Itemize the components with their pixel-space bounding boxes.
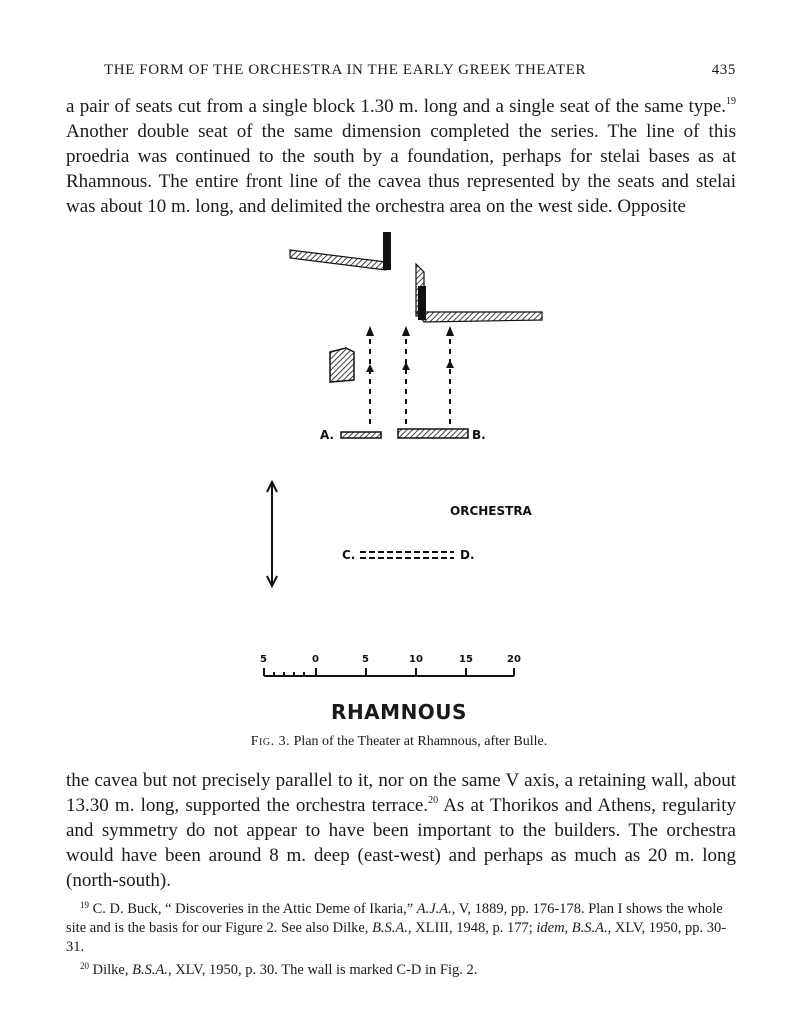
paragraph-top-text-cont: Another double seat of the same dimension completed the series. The line of this proedria was continued to the south by a foundation, perhaps for stelai bases as at Rhamnous. The entire front line of the cavea thus represented by the seats and stelai was about 10 m. long, and delimited the orchestra area on the west side. Opposite bbox=[66, 121, 736, 217]
footnote-19-text: , V, 1889, pp. 176-178. Plan I shows the whole site and is the basis for our Figure 2. See also Dilke, bbox=[66, 901, 723, 936]
cavea-wall-right bbox=[416, 264, 542, 322]
footnote-19-text: , XLIII, 1948, p. 177; bbox=[407, 920, 537, 936]
figure-title: RHAMNOUS bbox=[331, 700, 467, 724]
label-b: B. bbox=[472, 428, 486, 442]
footnote-20-text: Dilke, bbox=[89, 962, 133, 978]
footnote-19-number: 19 bbox=[80, 900, 89, 910]
sightline-arrows bbox=[370, 332, 450, 424]
plan-drawing bbox=[250, 224, 570, 694]
arrow-heads bbox=[366, 326, 454, 372]
footnotes bbox=[66, 896, 736, 980]
footnote-19-journal: A.J.A. bbox=[416, 901, 452, 917]
footnote-19-journal: idem, B.S.A. bbox=[536, 920, 608, 936]
paragraph-top-text: a pair of seats cut from a single block 1.30 m. long and a single seat of the same type. bbox=[66, 96, 726, 117]
running-header bbox=[104, 62, 736, 79]
figure-caption-text: Plan of the Theater at Rhamnous, after Bulle. bbox=[290, 734, 548, 749]
figure-caption-tag: Fig. 3. bbox=[250, 734, 291, 749]
label-d: D. bbox=[460, 548, 475, 562]
running-title: THE FORM OF THE ORCHESTRA IN THE EARLY GREEK THEATER bbox=[104, 62, 587, 78]
scale-tick-label: 0 bbox=[312, 654, 319, 665]
scale-tick-label: 15 bbox=[459, 654, 473, 665]
label-a: A. bbox=[320, 428, 335, 442]
seat-block-a bbox=[341, 432, 381, 438]
scale-tick-label: 5 bbox=[362, 654, 369, 665]
footnote-19-text: C. D. Buck, “ Discoveries in the Attic Deme of Ikaria,” bbox=[89, 901, 417, 917]
footnote-19 bbox=[66, 896, 736, 957]
seat-block-b bbox=[398, 429, 468, 438]
paragraph-bottom bbox=[66, 768, 736, 893]
footnote-19-text: , XLV, 1950, pp. 30-31. bbox=[66, 920, 727, 955]
footnote-19-journal: B.S.A. bbox=[372, 920, 408, 936]
retaining-wall-c-d bbox=[360, 552, 454, 558]
footnote-ref-20[interactable]: 20 bbox=[428, 795, 439, 806]
footnote-20 bbox=[66, 957, 736, 980]
scale-tick-label: 20 bbox=[507, 654, 521, 665]
figure-caption bbox=[0, 734, 798, 750]
footnote-20-journal: B.S.A. bbox=[132, 962, 168, 978]
foundation-block bbox=[330, 348, 354, 382]
paragraph-bottom-text-cont: As at Thorikos and Athens, regularity and symmetry do not appear to have been important to the builders. The orchestra would have been around 8 m. deep (east-west) and perhaps as much as 20 m. long (north-south). bbox=[66, 795, 736, 891]
scale-tick-label: 5 bbox=[260, 654, 267, 665]
cavea-wall-left bbox=[290, 232, 391, 270]
scale-bar bbox=[264, 668, 514, 676]
footnote-20-text: , XLV, 1950, p. 30. The wall is marked C-D in Fig. 2. bbox=[167, 962, 478, 978]
paragraph-bottom-text: the cavea but not precisely parallel to it, nor on the same V axis, a retaining wall, about 13.30 m. long, supported the orchestra terrace. bbox=[66, 770, 736, 816]
paragraph-top bbox=[66, 94, 736, 219]
theater-plan-figure bbox=[250, 224, 570, 694]
label-orchestra: ORCHESTRA bbox=[450, 504, 532, 518]
north-arrow-icon bbox=[267, 482, 277, 586]
label-c: C. bbox=[342, 548, 356, 562]
scale-tick-label: 10 bbox=[409, 654, 423, 665]
footnote-ref-19[interactable]: 19 bbox=[726, 96, 736, 107]
footnote-20-number: 20 bbox=[80, 961, 89, 971]
page-number: 435 bbox=[711, 62, 736, 78]
